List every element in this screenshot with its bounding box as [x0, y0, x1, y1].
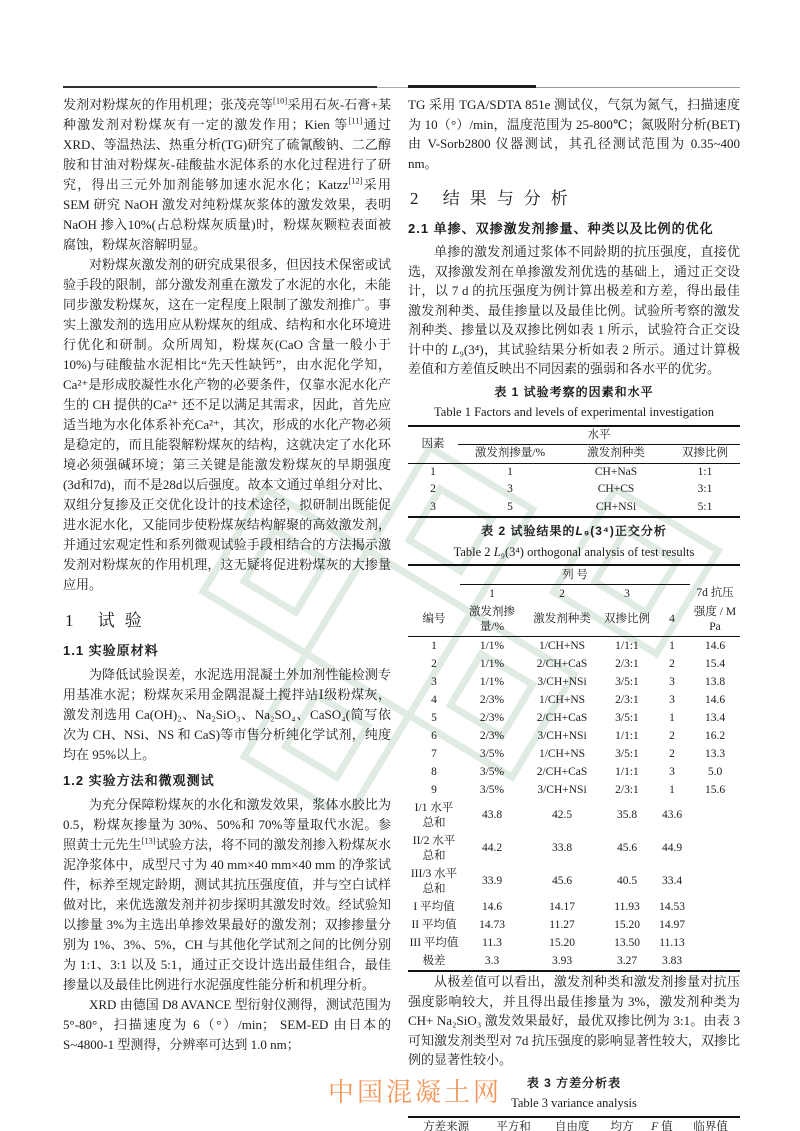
table-cell: 2/3% [479, 711, 505, 724]
table-cell: 2/3:1 [615, 693, 639, 706]
table-cell: III 平均值 [409, 936, 459, 949]
table-cell: 2/3% [479, 729, 505, 742]
table2-id-head: 编号 [408, 603, 460, 637]
table-row [408, 763, 740, 781]
table-cell: 3 [669, 765, 675, 778]
table-cell: 7 [431, 747, 437, 760]
table-cell: 2 [669, 657, 675, 670]
table-cell: 3/5:1 [615, 747, 639, 760]
table-cell: 3.83 [661, 954, 683, 967]
table-row [408, 934, 740, 952]
paragraph: 从极差值可以看出，激发剂种类和激发剂掺量对抗压强度影响较大，并且得出最佳掺量为 3%，激发剂种类为 CH+ Na₂SiO₃ 激发效果最好，最优双掺比例为 3:1。由表 3 可知激发剂类型对 7d 抗压强度的影响显著性较大，双掺比例的显著性较小。 [408, 974, 740, 1068]
table-cell: 2/CH+CaS [536, 765, 588, 778]
paragraph: XRD 由德国 D8 AVANCE 型衍射仪测得，测试范围为 5°-80°，扫描速度为 6（°）/min； SEM-ED 由日本的 S~4800-1 型测得，分辨率可达到 1.0 nm； [63, 997, 391, 1052]
header-rule-right [536, 87, 740, 88]
table-cell: 14.6 [704, 693, 726, 706]
table-cell [690, 832, 740, 865]
table-cell: 1/CH+NS [538, 639, 586, 652]
table-cell: 5 [431, 711, 437, 724]
table-cell: 15.4 [704, 657, 726, 670]
table-cell: 3/5:1 [615, 711, 639, 724]
paragraph: 为降低试验误差，水泥选用混凝土外加剂性能检测专用基准水泥；粉煤灰采用金隅混凝土搅拌站Ⅰ级粉煤灰，激发剂选用 Ca(OH)₂、Na₂SiO₃、Na₂SO₄、CaSO₄(简写依次为 CH、NSi、NS 和 CaS)等市售分析纯化学试剂，纯度均在 95%以上。 [63, 667, 391, 762]
table-cell: 44.2 [481, 842, 503, 855]
table-cell: CH+NSi [595, 500, 637, 513]
table2-colnum: 2 [559, 587, 565, 600]
table-cell: 15.20 [549, 936, 575, 949]
table-cell: 3/5% [479, 783, 505, 796]
table-cell: 13.3 [704, 747, 726, 760]
table3-header: 均方 [601, 1117, 642, 1131]
table-cell: 1/1:1 [615, 639, 639, 652]
table-cell: 4 [431, 693, 437, 706]
paragraph: 对粉煤灰激发剂的研究成果很多，但因技术保密或试验手段的限制，部分激发剂重在激发了水泥的水化，未能同步激发粉煤灰，这在一定程度上限制了激发剂推广。事实上激发剂的选用应从粉煤灰的组成、结构和水化环境进行优化和研制。众所周知，粉煤灰(CaO 含量一般小于10%)与硅酸盐水泥相比“先天性缺钙”，由水泥化学知，Ca²⁺是形成胶凝性水化产物的必要条件，仅靠水泥水化产生的 CH 提供的Ca²⁺ 还不足以满足其需求，因此，首先应适当地为水化体系补充Ca²⁺，其次，形成的水化产物必须是稳定的，而且能裂解粉煤灰的结构，这就决定了水化环境必须强碱环境；第三关键是能激发粉煤灰的早期强度(3d和7d)，而不是28d以后强度。故本文通过单组分对比、双组分复掺及正交优化设计的技术途径，拟研制出既能促进水泥水化，又能同步使粉煤灰结构解聚的高效激发剂，并通过宏观定性和系列微观试验手段相结合的方法揭示激发剂对粉煤灰的作用机理，这无疑将促进粉煤灰的大掺量应用。 [63, 257, 391, 592]
table-row [408, 952, 740, 971]
table-cell: 2/CH+CaS [536, 657, 588, 670]
table-cell: 3/CH+NSi [537, 783, 587, 796]
table-cell: 1 [669, 783, 675, 796]
table-row [408, 463, 740, 481]
table3-header: 方差来源 [408, 1117, 484, 1131]
table-cell: 3:1 [697, 483, 713, 496]
table-cell: 1 [507, 465, 513, 478]
table-cell: 2/3:1 [615, 657, 639, 670]
table-cell: 33.4 [661, 875, 683, 888]
table-cell: 11.3 [482, 936, 502, 949]
table-cell: III/3 水平总和 [410, 867, 458, 895]
table-cell: 1:1 [697, 465, 713, 478]
table1-subhead: 双掺比例 [670, 445, 740, 464]
table2-subhead: 双掺比例 [600, 603, 654, 637]
table-cell: 15.6 [704, 783, 726, 796]
table2-caption-en: Table 2 L₉(3⁴) orthogonal analysis of test results [453, 544, 695, 559]
table-cell: 2 [430, 483, 436, 496]
table-cell: 43.8 [481, 809, 503, 822]
table-cell: II/2 水平总和 [412, 834, 456, 862]
table-cell: 2/3:1 [615, 783, 639, 796]
table-cell: CH+NaS [594, 465, 638, 478]
table2-subhead: 激发剂种类 [524, 603, 600, 637]
table2-strength-head-top: 7d 抗压 [696, 587, 734, 600]
table-cell: 44.9 [661, 842, 683, 855]
table-row [408, 637, 740, 656]
table-cell: 3.3 [484, 954, 500, 967]
table2-subhead: 激发剂掺量/% [460, 603, 524, 637]
table1 [408, 425, 740, 519]
table-row [408, 799, 740, 832]
table-row [408, 481, 740, 499]
table-cell: 1 [669, 711, 675, 724]
table3-header: 临界值 [681, 1117, 740, 1131]
table-cell: 2/CH+CaS [536, 711, 588, 724]
table-row [408, 898, 740, 916]
site-watermark-text: 中国混凝土网 [328, 1077, 503, 1107]
table-cell: 14.97 [659, 918, 685, 931]
table-cell: I 平均值 [413, 900, 455, 913]
table-row [408, 916, 740, 934]
table-cell: 14.6 [481, 900, 503, 913]
table-cell: 3 [669, 693, 675, 706]
subsection-heading-2-1: 2.1 单掺、双掺激发剂掺量、种类以及比例的优化 [408, 220, 714, 236]
table-row [408, 673, 740, 691]
table1-subhead: 激发剂种类 [562, 445, 670, 464]
table-cell [690, 952, 740, 971]
table-cell: 5:1 [697, 500, 713, 513]
table3-caption-zh: 表 3 方差分析表 [526, 1075, 622, 1090]
table-cell: 42.5 [551, 809, 573, 822]
table-cell: 9 [431, 783, 437, 796]
table-cell: 1/CH+NS [538, 693, 586, 706]
table-row [408, 865, 740, 898]
table-cell: 1/CH+NS [538, 747, 586, 760]
table-cell: 45.6 [551, 875, 573, 888]
table2-strength-head-bottom: 强度 / MPa [690, 603, 740, 637]
table3-header: 平方和 [484, 1117, 543, 1131]
table-row [408, 781, 740, 799]
table-cell: 2 [669, 729, 675, 742]
table-row [408, 655, 740, 673]
table1-subhead: 激发剂掺量/% [458, 445, 562, 464]
table-cell: 14.53 [659, 900, 685, 913]
table-cell: 3/5% [479, 747, 505, 760]
table-row [408, 727, 740, 745]
table-cell: 1 [669, 639, 675, 652]
table-cell: 2 [431, 657, 437, 670]
table-cell: 11.27 [549, 918, 575, 931]
table-cell: 45.6 [616, 842, 638, 855]
table-row [408, 691, 740, 709]
table-cell: CH+CS [597, 483, 635, 496]
table2-colnum: 3 [624, 587, 630, 600]
table3-caption-en: Table 3 variance analysis [511, 1096, 637, 1111]
table-cell: 3 [430, 500, 436, 513]
header-rule-right-dark [408, 85, 536, 88]
table-cell [690, 898, 740, 916]
table-cell: 1/1:1 [615, 765, 639, 778]
table-cell: 40.5 [616, 875, 638, 888]
table2-colnum: 1 [489, 587, 495, 600]
table-cell: 1 [431, 639, 437, 652]
table-cell: 1/1:1 [615, 729, 639, 742]
table1-caption-en: Table 1 Factors and levels of experimental investigation [434, 405, 714, 419]
paragraph: TG 采用 TGA/SDTA 851e 测试仪，气氛为氮气，扫描速度为 10（°）/min，温度范围为 25-800℃；氮吸附分析(BET) 由 V-Sorb2800 仪器测试，其孔径测试范围为 0.35~400 nm。 [408, 97, 740, 171]
table-cell [690, 865, 740, 898]
table-cell: 3.93 [551, 954, 573, 967]
table2-colgroup-head: 列 号 [460, 565, 690, 585]
table2-caption-zh: 表 2 试验结果的L₉(3⁴)正交分析 [481, 524, 667, 539]
table-cell: 14.73 [479, 918, 505, 931]
subsection-heading-1-1: 1.1 实验原材料 [63, 643, 159, 658]
table-cell: 3/5:1 [615, 675, 639, 688]
table1-factor-head: 因素 [408, 426, 458, 464]
table-row [408, 499, 740, 518]
table-cell: 1/1% [479, 657, 505, 670]
table-cell: 33.9 [481, 875, 503, 888]
table-cell: II 平均值 [411, 918, 457, 931]
section-heading-1: 1 试验 [65, 611, 152, 630]
table-cell: 2 [669, 747, 675, 760]
table-cell: 1/1% [479, 639, 505, 652]
table2 [408, 564, 740, 972]
right-column [408, 95, 740, 1131]
table-cell: 14.6 [704, 639, 726, 652]
table-cell: 11.13 [659, 936, 685, 949]
table3-header: 自由度 [543, 1117, 602, 1131]
table-cell: 8 [431, 765, 437, 778]
table2-subhead: 4 [654, 603, 690, 637]
table-cell: I/1 水平总和 [414, 801, 454, 829]
table-cell: 13.8 [704, 675, 726, 688]
subsection-heading-1-2: 1.2 实验方法和微观测试 [63, 773, 215, 788]
table-cell: 3 [507, 483, 513, 496]
table-cell: 13.50 [614, 936, 640, 949]
table-cell: 1/1% [479, 675, 505, 688]
table-cell: 15.20 [614, 918, 640, 931]
table-cell: 3.27 [616, 954, 638, 967]
paragraph: 单掺的激发剂通过浆体不同龄期的抗压强度，直接优选，双掺激发剂在单掺激发剂优选的基础上，通过正交设计，以 7 d 的抗压强度为例计算出极差和方差，得出最佳激发剂种类、最佳掺量以及最佳比例。试验所考察的激发剂种类、掺量以及双掺比例如表 1 所示，试验符合正交设计中的 L₉(3⁴)，其试验结果分析如表 2 所示。通过计算极差值和方差值反映出不同因素的强弱和各水平的优劣。 [408, 244, 740, 376]
table-cell: 16.2 [704, 729, 726, 742]
table-cell: 14.17 [549, 900, 575, 913]
table3-header: F 值 [643, 1117, 682, 1131]
paragraph: 发剂对粉煤灰的作用机理；张茂亮等[10]采用石灰-石膏+某种激发剂对粉煤灰有一定的激发作用；Kien 等[11]通过 XRD、等温热法、热重分析(TG)研究了硫氰酸钠、二乙醇胺和甘油对粉煤灰-硅酸盐水泥体系的水化过程进行了研究，得出三元外加剂能够加速水泥水化；Katzz[12]采用 SEM 研究 NaOH 激发对纯粉煤灰浆体的激发效果，表明 NaOH 掺入10%(占总粉煤灰质量)时，粉煤灰颗粒表面被腐蚀，粉煤灰溶解明显。 [63, 95, 391, 252]
table-cell [690, 799, 740, 832]
table-cell: 3/CH+NSi [537, 729, 587, 742]
table-cell [690, 934, 740, 952]
table-cell: 13.4 [704, 711, 726, 724]
table-cell: 2/3% [479, 693, 505, 706]
header-rule-left [63, 86, 377, 88]
header-rule-gap [377, 87, 408, 88]
table-cell: 6 [431, 729, 437, 742]
table-cell: 5 [507, 500, 513, 513]
table-row [408, 832, 740, 865]
table-cell: 5.0 [707, 765, 723, 778]
table-cell: 3 [431, 675, 437, 688]
table-row [408, 709, 740, 727]
table-cell: 35.8 [616, 809, 638, 822]
table1-caption-zh: 表 1 试验考察的因素和水平 [494, 384, 654, 399]
table-cell: 33.8 [551, 842, 573, 855]
paragraph: 为充分保障粉煤灰的水化和激发效果，浆体水胶比为 0.5，粉煤灰掺量为 30%、50%和 70%等量取代水泥。参照黄士元先生[13]试验方法，将不同的激发剂掺入粉煤灰水泥净浆体中，成型尺寸为 40 mm×40 mm×40 mm 的净浆试件，标养至规定龄期，测试其抗压强度值，并与空白试样做对比，来优选激发剂并初步探明其激发时效。经试验知以掺量 3%为主选出单掺效果最好的激发剂；双掺掺量分别为 1%、3%、5%，CH 与其他化学试剂之间的比例分别为 1:1、3:1 以及 5:1，通过正交设计选出最佳组合，最佳掺量以及最佳比例进行水泥强度性能分析和机理分析。 [63, 797, 391, 992]
table-cell: 3/5% [479, 765, 505, 778]
table-cell: 11.93 [614, 900, 640, 913]
table-row [408, 745, 740, 763]
table-cell: 3/CH+NSi [537, 675, 587, 688]
table-cell: 43.6 [661, 809, 683, 822]
table-cell [690, 916, 740, 934]
section-heading-2: 2 结果与分析 [410, 189, 578, 208]
table3 [408, 1116, 740, 1131]
table-cell: 极差 [422, 954, 446, 967]
table-cell: 1 [430, 465, 436, 478]
table-cell: 3 [669, 675, 675, 688]
left-column [63, 95, 391, 1055]
table1-level-head: 水平 [458, 426, 740, 445]
